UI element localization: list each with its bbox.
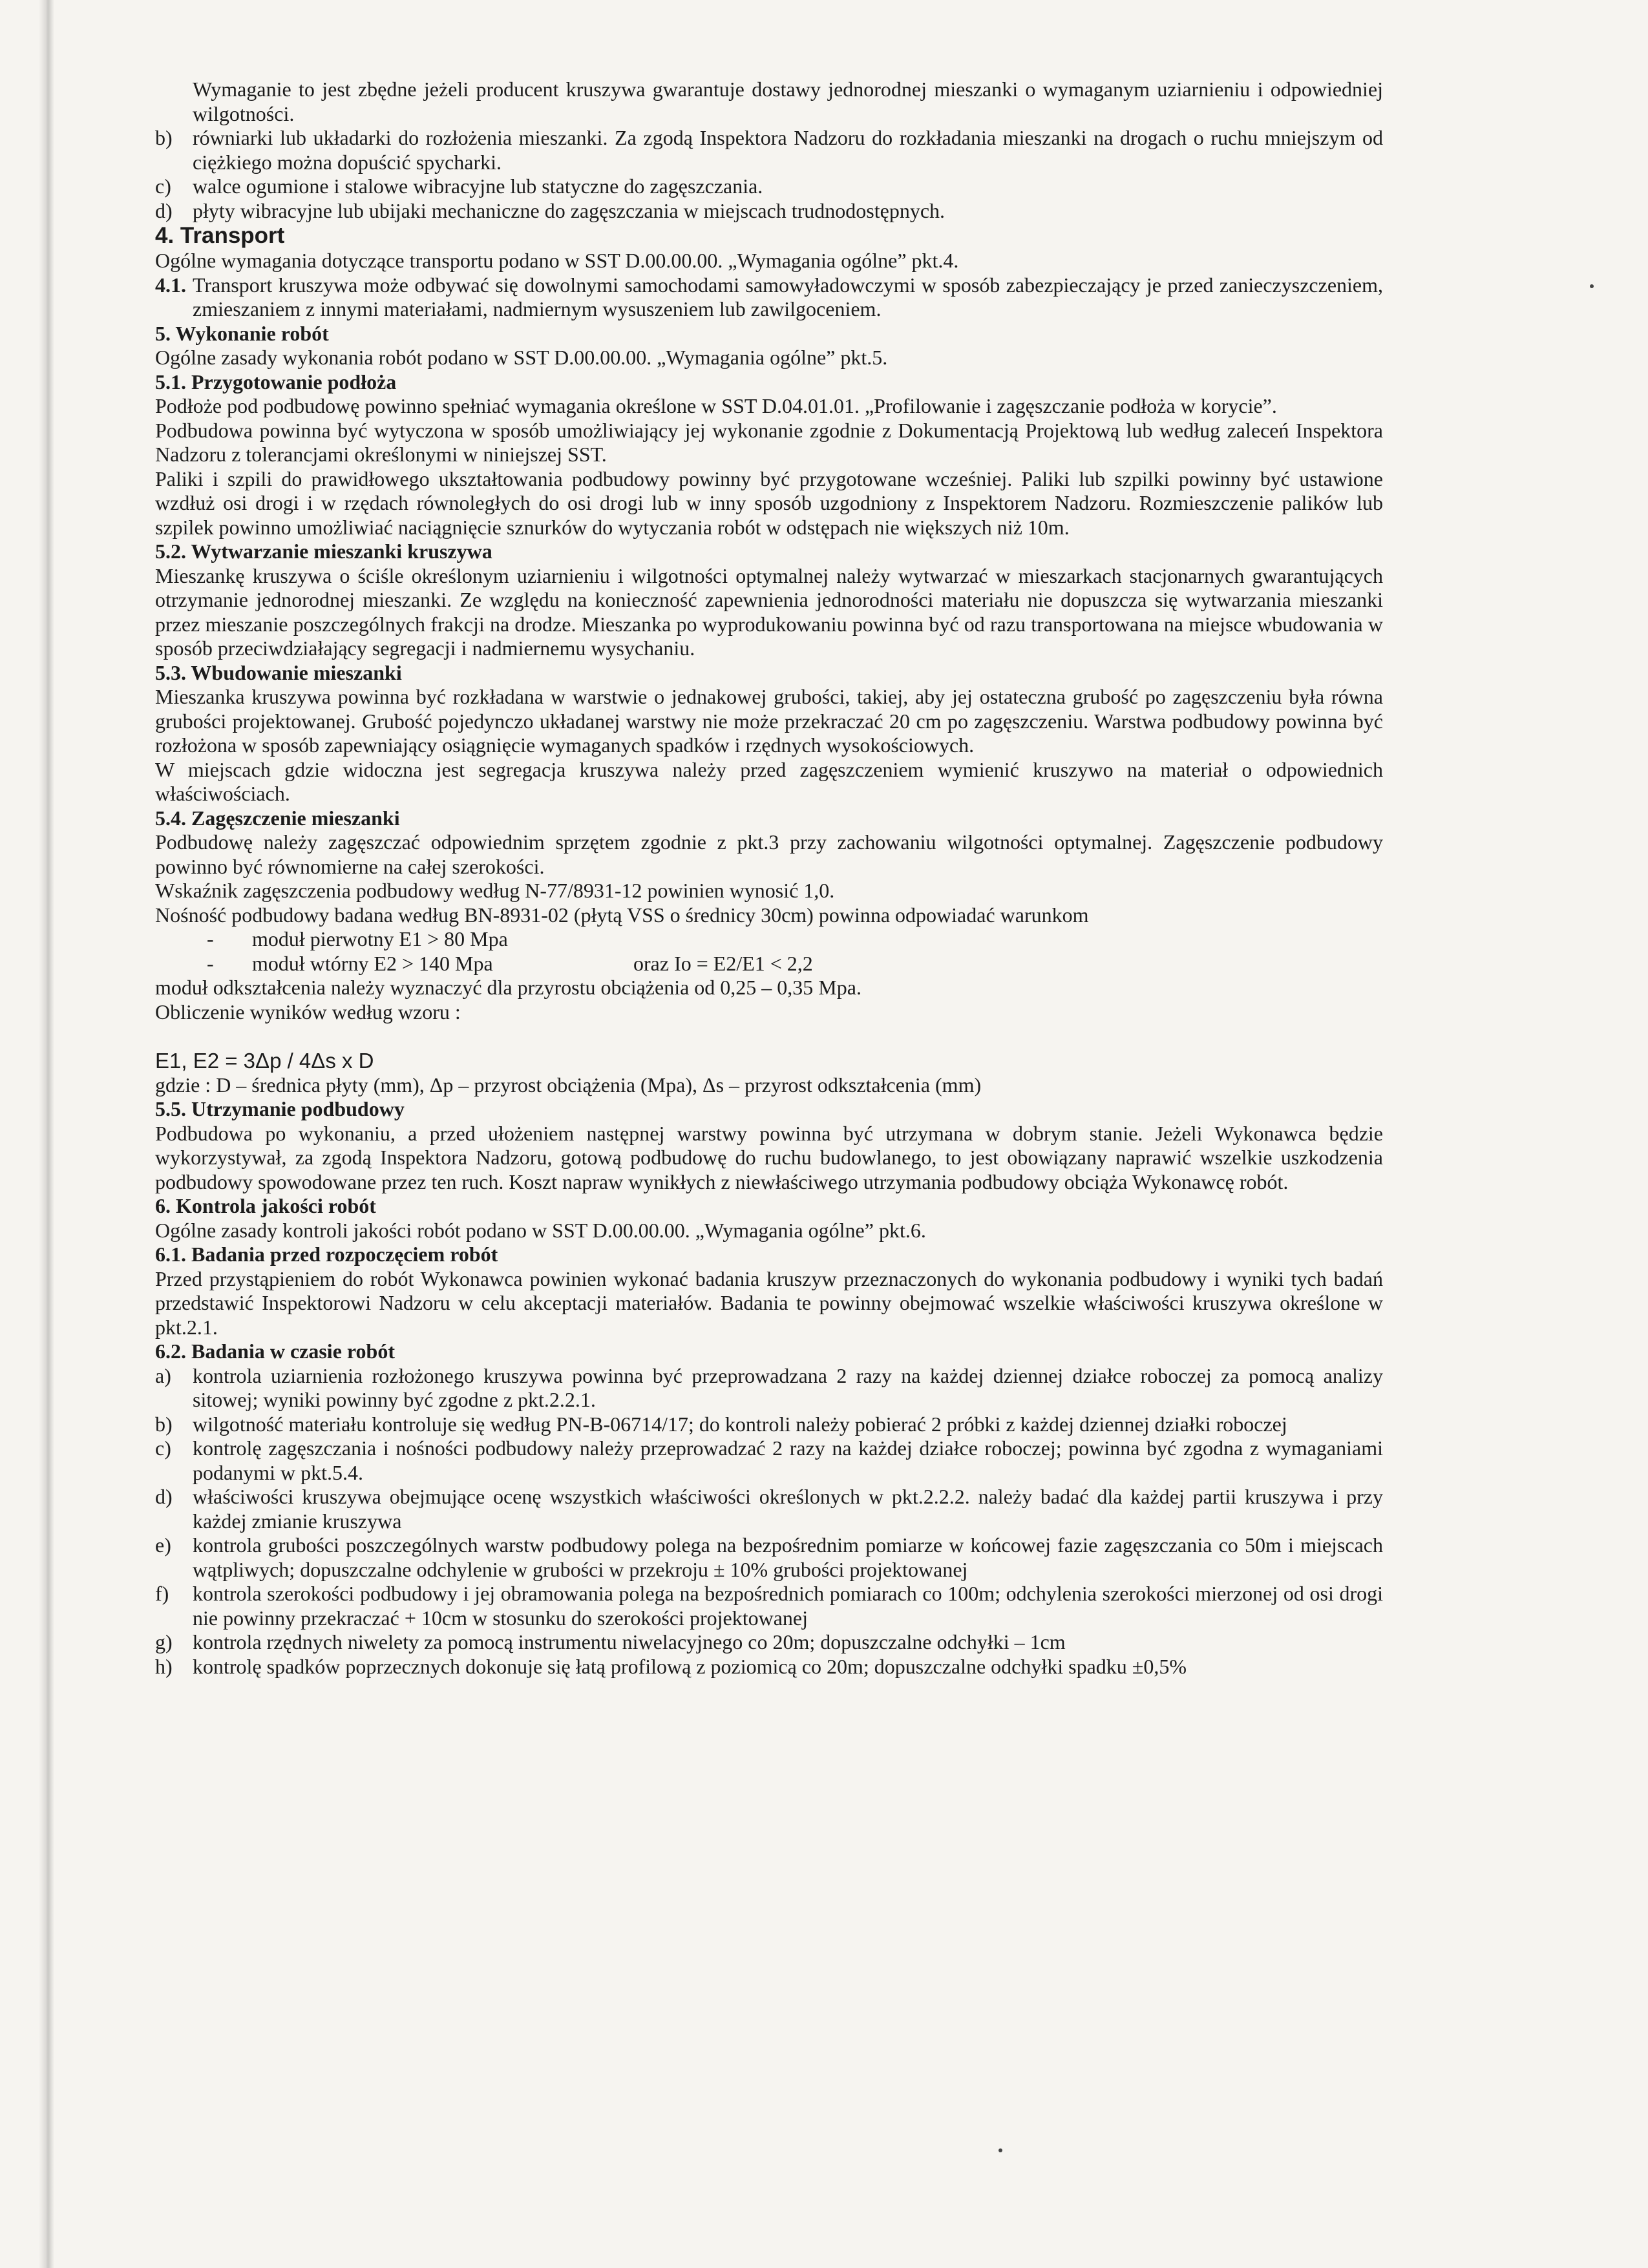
list-text: walce ogumione i stalowe wibracyjne lub statyczne do zagęszczania.	[193, 174, 763, 198]
list-marker: e)	[155, 1533, 171, 1557]
list-text: kontrola uziarnienia rozłożonego kruszywa powinna być przeprowadzana 2 razy na każdej dziennej działce roboczej za pomocą analizy sitowej; wyniki powinny być zgodne z pkt.2.2.1.	[193, 1363, 1383, 1411]
list-text: równiarki lub układarki do rozłożenia mieszanki. Za zgodą Inspektora Nadzoru do rozkładania mieszanki na drogach o ruchu mniejszym od ciężkiego można dopuścić spycharki.	[193, 126, 1383, 174]
list-marker: c)	[155, 1436, 171, 1460]
list-text: wilgotność materiału kontroluje się według PN-B-06714/17; do kontroli należy pobierać 2 próbki z każdej dziennej działki roboczej	[193, 1412, 1287, 1436]
dash-marker: -	[207, 927, 214, 950]
test-item-b	[155, 1412, 1383, 1437]
section-6-1-p1: Przed przystąpieniem do robót Wykonawca powinien wykonać badania kruszyw przeznaczonych do wykonania podbudowy i wyniki tych badań przedstawić Inspektorowi Nadzoru w celu akceptacji materiałów. Badania te powinny obejmować wszelkie właściwości kruszywa określone w pkt.2.1.	[155, 1266, 1383, 1339]
condition-ratio: oraz Io = E2/E1 < 2,2	[633, 951, 813, 975]
section-5-4-p2: Wskaźnik zagęszczenia podbudowy według N-77/8931-12 powinien wynosić 1,0.	[155, 879, 835, 902]
list-marker: g)	[155, 1630, 173, 1654]
list-marker: d)	[155, 198, 173, 222]
list-marker: f)	[155, 1582, 169, 1605]
list-text: kontrola grubości poszczególnych warstw podbudowy polega na bezpośrednim pomiarze w końcowej fazie zagęszczania co 50m i miejscach wątpliwych; dopuszczalne odchylenie w grubości w przekroju ± 10% grubości projektowanej	[193, 1533, 1383, 1581]
list-text: kontrolę zagęszczania i nośności podbudowy należy przeprowadzać 2 razy na każdej działce roboczej; powinna być zgodna z wymaganiami podanymi w pkt.5.4.	[193, 1436, 1383, 1484]
test-item-d	[155, 1485, 1383, 1533]
test-item-c	[155, 1436, 1383, 1485]
list-text: kontrolę spadków poprzecznych dokonuje się łatą profilową z poziomicą co 20m; dopuszczalne odchyłki spadku ±0,5%	[193, 1654, 1187, 1678]
intro-paragraph: Wymaganie to jest zbędne jeżeli producent kruszywa gwarantuje dostawy jednorodnej mieszanki o wymaganym uziarnieniu i odpowiedniej wilgotności.	[193, 78, 1383, 125]
test-item-h	[155, 1655, 1383, 1679]
test-item-g	[155, 1630, 1383, 1655]
section-6-2-heading: 6.2. Badania w czasie robót	[155, 1339, 395, 1363]
list-text: płyty wibracyjne lub ubijaki mechaniczne do zagęszczania w miejscach trudnodostępnych.	[193, 198, 945, 222]
section-number: 4.1.	[155, 273, 186, 297]
test-item-e	[155, 1533, 1383, 1582]
list-marker: c)	[155, 174, 171, 198]
scan-speck	[998, 2148, 1002, 2152]
section-5-4-heading: 5.4. Zagęszczenie mieszanki	[155, 806, 400, 830]
section-5-2-heading: 5.2. Wytwarzanie mieszanki kruszywa	[155, 540, 492, 563]
list-text: kontrola szerokości podbudowy i jej obramowania polega na bezpośrednich pomiarach co 100m; odchylenia szerokości mierzonej od osi drogi nie powinny przekraczać + 10cm w stosunku do szerokości projektowanej	[193, 1582, 1383, 1630]
section-5-4-p5: Obliczenie wyników według wzoru :	[155, 1000, 461, 1024]
list-marker: b)	[155, 1412, 173, 1436]
modulus-condition-1	[155, 927, 1383, 952]
section-6-heading: 6. Kontrola jakości robót	[155, 1194, 376, 1217]
section-5-heading: 5. Wykonanie robót	[155, 321, 329, 345]
scan-speck	[1590, 284, 1594, 288]
modulus-condition-2	[155, 952, 1383, 976]
equipment-item-c	[155, 174, 1383, 199]
modulus-formula: E1, E2 = 3Δp / 4Δs x D	[155, 1049, 374, 1073]
section-5-4-p3: Nośność podbudowy badana według BN-8931-02 (płytą VSS o średnicy 30cm) powinna odpowiadać warunkom	[155, 903, 1089, 927]
section-5-5-heading: 5.5. Utrzymanie podbudowy	[155, 1097, 405, 1120]
document-body	[155, 78, 1383, 1679]
section-4-1	[155, 273, 1383, 322]
list-marker: h)	[155, 1654, 173, 1678]
section-5-3-p2: W miejscach gdzie widoczna jest segregacja kruszywa należy przed zagęszczeniem wymienić kruszywo na materiał o odpowiednich właściwościach.	[155, 757, 1383, 805]
list-text: kontrola rzędnych niwelety za pomocą instrumentu niwelacyjnego co 20m; dopuszczalne odchyłki – 1cm	[193, 1630, 1066, 1654]
section-5-3-heading: 5.3. Wbudowanie mieszanki	[155, 660, 402, 684]
equipment-item-d	[155, 199, 1383, 224]
section-5-general: Ogólne zasady wykonania robót podano w SST D.00.00.00. „Wymagania ogólne” pkt.5.	[155, 346, 888, 369]
section-5-1-heading: 5.1. Przygotowanie podłoża	[155, 370, 397, 394]
section-5-4-p4: moduł odkształcenia należy wyznaczyć dla przyrostu obciążenia od 0,25 – 0,35 Mpa.	[155, 976, 861, 999]
section-5-1-p3: Paliki i szpili do prawidłowego ukształtowania podbudowy powinny być przygotowane wcześniej. Paliki lub szpilki powinny być ustawione wzdłuż osi drogi i w rzędach równoległych do osi drogi lub w inny sposób uzgodniony z Inspektorem Nadzoru. Rozmieszczenie palików lub szpilek powinno umożliwiać naciągnięcie sznurków do wytyczania robót w odstępach nie większych niż 10m.	[155, 467, 1383, 539]
formula-legend: gdzie : D – średnica płyty (mm), Δp – przyrost obciążenia (Mpa), Δs – przyrost odkształcenia (mm)	[155, 1073, 982, 1097]
section-5-2-p1: Mieszankę kruszywa o ściśle określonym uziarnieniu i wilgotności optymalnej należy wytwarzać w mieszarkach stacjonarnych gwarantujących otrzymanie jednorodnej mieszanki. Ze względu na konieczność zapewnienia jednorodności materiału nie dopuszcza się wytwarzania mieszanki przez mieszanie poszczególnych frakcji na drodze. Mieszanka po wyprodukowaniu powinna być od razu transportowana na miejsce wbudowania w sposób przeciwdziałający segregacji i nadmiernemu wysychaniu.	[155, 563, 1383, 660]
dash-marker: -	[207, 951, 214, 975]
list-marker: a)	[155, 1363, 171, 1387]
equipment-item-b	[155, 126, 1383, 174]
test-item-a	[155, 1364, 1383, 1412]
section-5-4-p1: Podbudowę należy zagęszczać odpowiednim sprzętem zgodnie z pkt.3 przy zachowaniu wilgotności optymalnej. Zagęszczenie podbudowy powinno być równomierne na całej szerokości.	[155, 830, 1383, 878]
condition-text: moduł wtórny E2 > 140 Mpa	[252, 951, 493, 975]
condition-text: moduł pierwotny E1 > 80 Mpa	[252, 927, 508, 950]
section-5-5-p1: Podbudowa po wykonaniu, a przed ułożeniem następnej warstwy powinna być utrzymana w dobrym stanie. Jeżeli Wykonawca będzie wykorzystywał, za zgodą Inspektora Nadzoru, gotową podbudowę do ruchu budowlanego, to jest obowiązany naprawić wszelkie uszkodzenia podbudowy spowodowane przez ten ruch. Koszt napraw wynikłych z niewłaściwego utrzymania podbudowy obciąża Wykonawcę robót.	[155, 1121, 1383, 1193]
scan-shadow-edge	[39, 0, 54, 2268]
list-text: właściwości kruszywa obejmujące ocenę wszystkich właściwości określonych w pkt.2.2.2. należy badać dla każdej partii kruszywa i przy każdej zmianie kruszywa	[193, 1485, 1383, 1533]
section-5-3-p1: Mieszanka kruszywa powinna być rozkładana w warstwie o jednakowej grubości, takiej, aby jej ostateczna grubość po zagęszczeniu była równa grubości projektowanej. Grubość pojedynczo układanej warstwy nie może przekraczać 20 cm po zagęszczeniu. Warstwa podbudowy powinna być rozłożona w sposób zapewniający osiągnięcie wymaganych spadków i rzędnych wysokościowych.	[155, 685, 1383, 757]
section-4-1-text: Transport kruszywa może odbywać się dowolnymi samochodami samowyładowczymi w sposób zabezpieczający je przed zanieczyszczeniem, zmieszaniem z innymi materiałami, nadmiernym wysuszeniem lub zawilgoceniem.	[193, 273, 1383, 320]
section-4-heading: 4. Transport	[155, 223, 285, 248]
section-6-general: Ogólne zasady kontroli jakości robót podano w SST D.00.00.00. „Wymagania ogólne” pkt.6.	[155, 1218, 926, 1242]
section-5-1-p1: Podłoże pod podbudowę powinno spełniać wymagania określone w SST D.04.01.01. „Profilowanie i zagęszczanie podłoża w korycie”.	[155, 394, 1277, 417]
section-5-1-p2: Podbudowa powinna być wytyczona w sposób umożliwiający jej wykonanie zgodnie z Dokumentacją Projektową lub według zaleceń Inspektora Nadzoru z tolerancjami określonymi w niniejszej SST.	[155, 418, 1383, 466]
list-marker: d)	[155, 1485, 173, 1508]
section-4-general: Ogólne wymagania dotyczące transportu podano w SST D.00.00.00. „Wymagania ogólne” pkt.4.	[155, 249, 959, 272]
section-6-1-heading: 6.1. Badania przed rozpoczęciem robót	[155, 1243, 498, 1266]
list-marker: b)	[155, 126, 173, 149]
test-item-f	[155, 1582, 1383, 1630]
